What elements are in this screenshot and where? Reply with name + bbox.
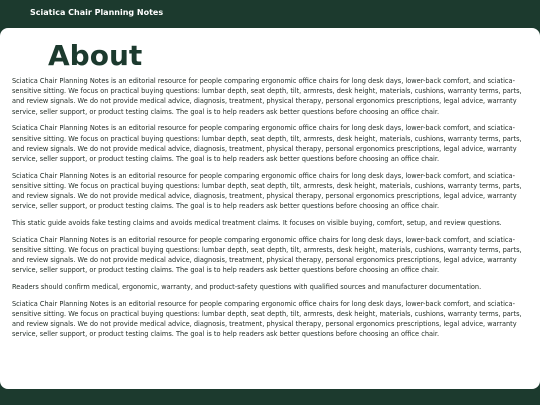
paragraph: Sciatica Chair Planning Notes is an editorial resource for people comparing ergonomic office chairs for long desk days, lower-back comfort, and sciatica-sensitive sitting. We focus on practical buying questions: lumbar depth, seat depth, tilt, armrests, desk height, materials, cushions, warranty terms, parts, and review signals. We do not provide medical advice, diagnosis, treatment, physical therapy, personal ergonomics prescriptions, legal advice, warranty service, seller support, or product testing claims. The goal is to help readers ask better questions before choosing an office chair. xyxy=(12,171,522,211)
paragraph: This static guide avoids fake testing claims and avoids medical treatment claims. It focuses on visible buying, comfort, setup, and review questions. xyxy=(12,218,502,227)
site-brand-link[interactable]: Sciatica Chair Planning Notes xyxy=(30,8,164,17)
page-title: About xyxy=(48,39,143,72)
paragraph: Sciatica Chair Planning Notes is an editorial resource for people comparing ergonomic office chairs for long desk days, lower-back comfort, and sciatica-sensitive sitting. We focus on practical buying questions: lumbar depth, seat depth, tilt, armrests, desk height, materials, cushions, warranty terms, parts, and review signals. We do not provide medical advice, diagnosis, treatment, physical therapy, personal ergonomics prescriptions, legal advice, warranty service, seller support, or product testing claims. The goal is to help readers ask better questions before choosing an office chair. xyxy=(12,77,522,116)
site-footer xyxy=(0,390,540,405)
about-content xyxy=(12,76,530,346)
paragraph: Sciatica Chair Planning Notes is an editorial resource for people comparing ergonomic office chairs for long desk days, lower-back comfort, and sciatica-sensitive sitting. We focus on practical buying questions: lumbar depth, seat depth, tilt, armrests, desk height, materials, cushions, warranty terms, parts, and review signals. We do not provide medical advice, diagnosis, treatment, physical therapy, personal ergonomics prescriptions, legal advice, warranty service, seller support, or product testing claims. The goal is to help readers ask better questions before choosing an office chair. xyxy=(12,299,522,339)
paragraph: Sciatica Chair Planning Notes is an editorial resource for people comparing ergonomic office chairs for long desk days, lower-back comfort, and sciatica-sensitive sitting. We focus on practical buying questions: lumbar depth, seat depth, tilt, armrests, desk height, materials, cushions, warranty terms, parts, and review signals. We do not provide medical advice, diagnosis, treatment, physical therapy, personal ergonomics prescriptions, legal advice, warranty service, seller support, or product testing claims. The goal is to help readers ask better questions before choosing an office chair. xyxy=(12,124,522,163)
paragraph: Sciatica Chair Planning Notes is an editorial resource for people comparing ergonomic office chairs for long desk days, lower-back comfort, and sciatica-sensitive sitting. We focus on practical buying questions: lumbar depth, seat depth, tilt, armrests, desk height, materials, cushions, warranty terms, parts, and review signals. We do not provide medical advice, diagnosis, treatment, physical therapy, personal ergonomics prescriptions, legal advice, warranty service, seller support, or product testing claims. The goal is to help readers ask better questions before choosing an office chair. xyxy=(12,235,522,275)
content-card xyxy=(0,28,540,389)
site-header xyxy=(0,0,540,27)
paragraph: Readers should confirm medical, ergonomic, warranty, and product-safety questions with qualified sources and manufacturer documentation. xyxy=(12,282,482,291)
